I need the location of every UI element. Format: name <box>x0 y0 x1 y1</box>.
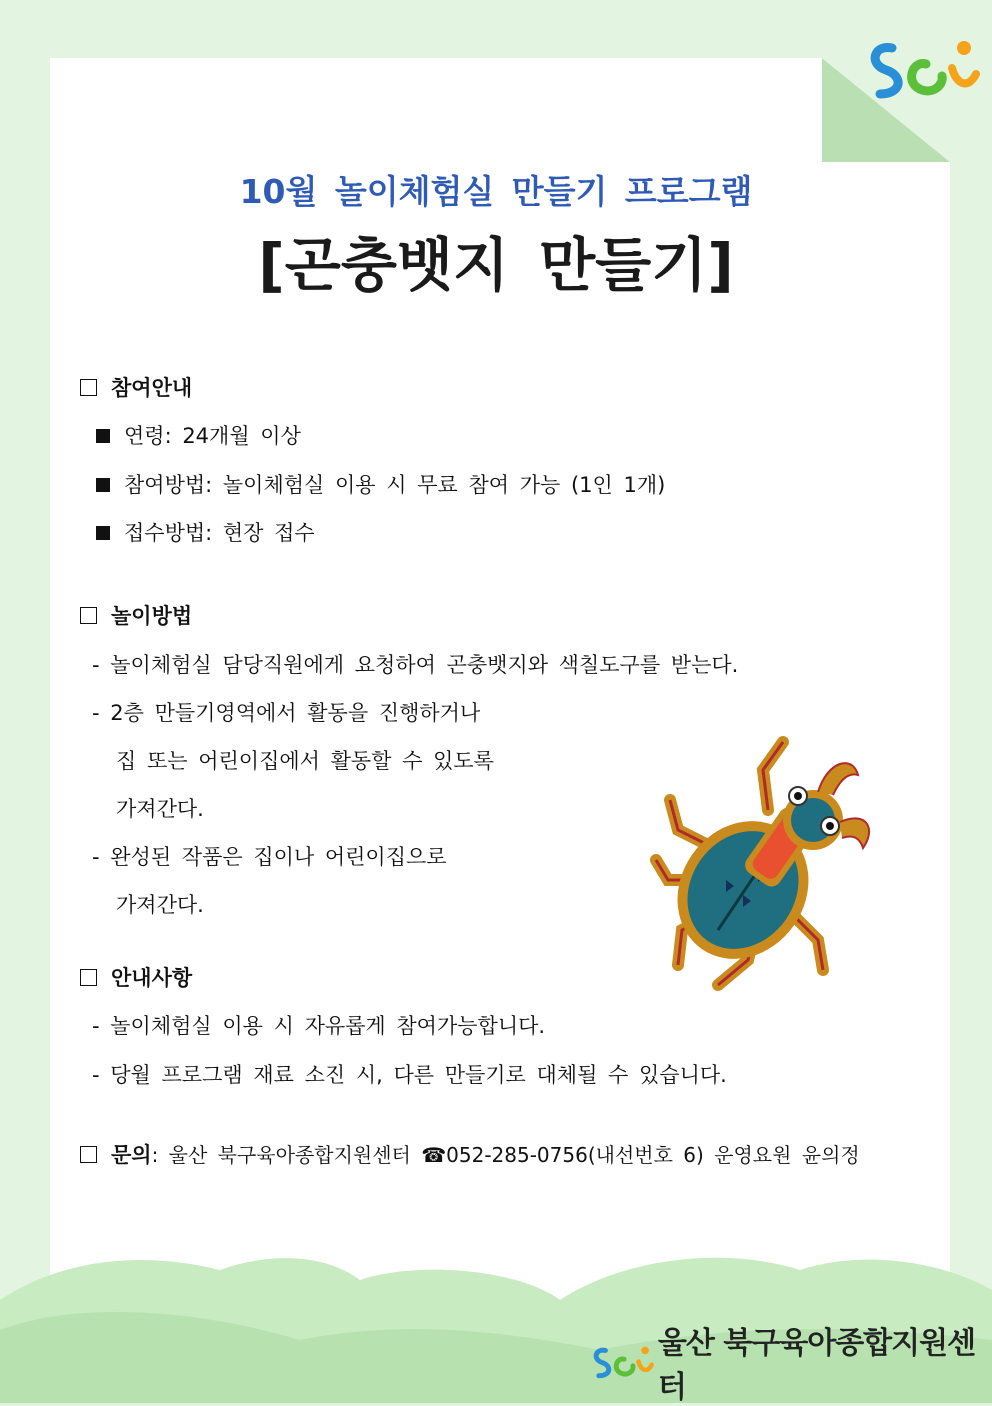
section-participation-heading: 참여안내 <box>80 374 192 402</box>
section-notice-heading: 안내사항 <box>80 964 192 992</box>
checkbox-square-icon <box>80 1146 97 1163</box>
how-to-play-line: - 놀이체험실 담당직원에게 요청하여 곤충뱃지와 색칠도구를 받는다. <box>92 653 739 677</box>
inquiry-text: : 울산 북구육아종합지원센터 ☎052-285-0756(내선번호 6) 운영요원 윤의정 <box>151 1143 860 1167</box>
center-logo-icon <box>590 1338 654 1386</box>
checkbox-square-icon <box>80 607 97 624</box>
how-to-play-line: 집 또는 어린이집에서 활동할 수 있도록 <box>116 749 494 773</box>
center-logo-icon <box>864 34 980 104</box>
how-to-play-line: 가져간다. <box>116 797 204 821</box>
notice-line: - 당월 프로그램 재료 소진 시, 다른 만들기로 대체될 수 있습니다. <box>92 1063 727 1087</box>
how-to-play-line: - 2층 만들기영역에서 활동을 진행하거나 <box>92 701 481 725</box>
program-subtitle: [곤충뱃지 만들기] <box>258 231 734 299</box>
participation-item: 참여방법: 놀이체험실 이용 시 무료 참여 가능 (1인 1개) <box>80 471 665 499</box>
program-title: 10월 놀이체험실 만들기 프로그램 <box>239 172 753 211</box>
inquiry-line <box>80 1141 860 1169</box>
inquiry-heading: 문의 <box>111 1143 152 1167</box>
participation-item: 연령: 24개월 이상 <box>80 422 301 450</box>
checkbox-square-icon <box>80 969 97 986</box>
section-how-to-play-heading: 놀이방법 <box>80 602 192 630</box>
notice-line: - 놀이체험실 이용 시 자유롭게 참여가능합니다. <box>92 1014 546 1038</box>
how-to-play-line: - 완성된 작품은 집이나 어린이집으로 <box>92 845 447 869</box>
checkbox-square-icon <box>80 379 97 396</box>
bullet-square-icon <box>96 478 110 492</box>
beetle-badge-image <box>648 730 878 995</box>
how-to-play-line: 가져간다. <box>116 893 204 917</box>
bullet-square-icon <box>96 429 110 443</box>
footer-brand <box>590 1318 992 1406</box>
participation-item: 접수방법: 현장 접수 <box>80 519 315 547</box>
footer-org-name: 울산 북구육아종합지원센터 <box>657 1326 976 1405</box>
bullet-square-icon <box>96 526 110 540</box>
